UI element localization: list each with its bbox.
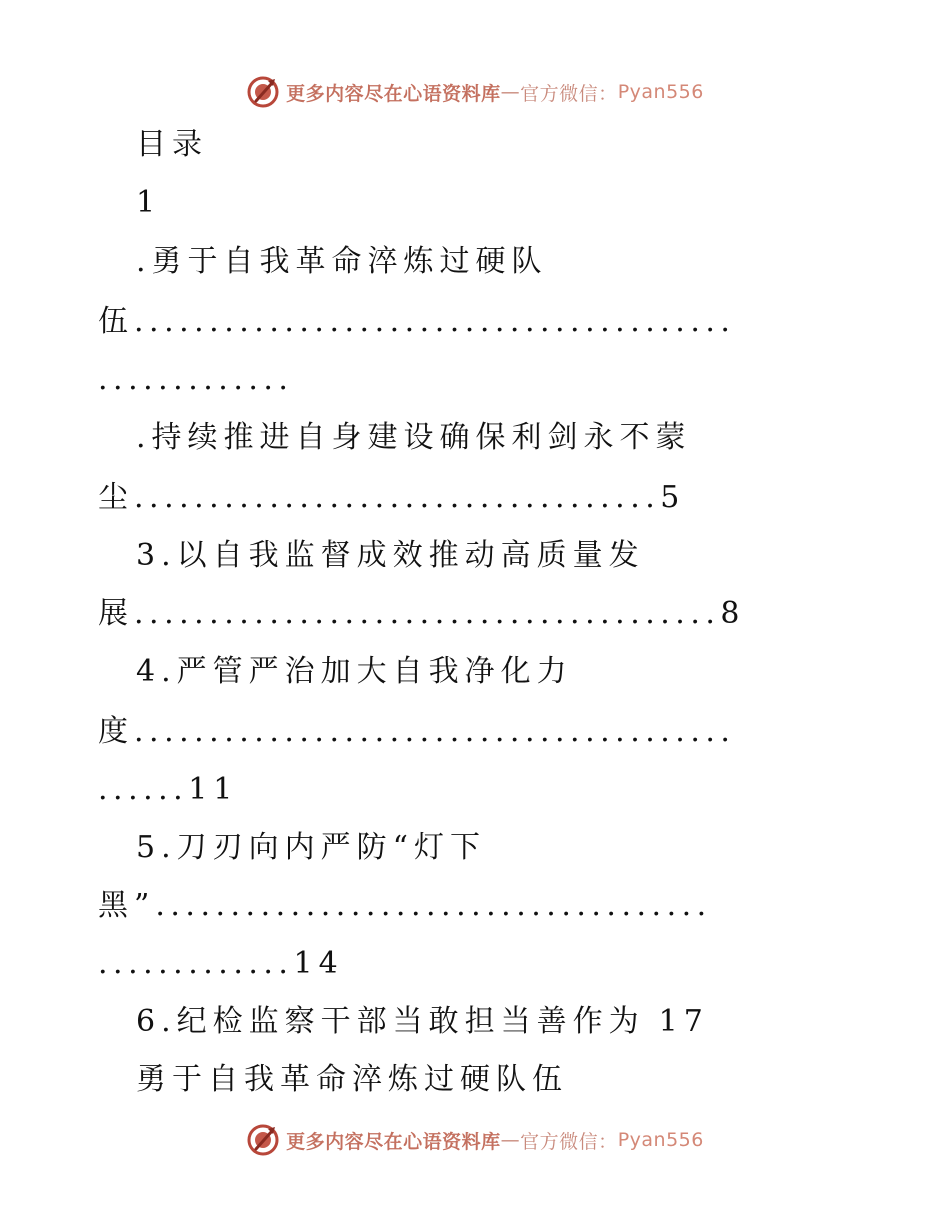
toc-entry-title: 严管严治加大自我净化力 [176, 654, 573, 689]
toc-entry-2-title [136, 418, 692, 458]
toc-page-number: 17 [658, 1004, 709, 1039]
toc-entry-5-leader [98, 886, 712, 926]
banner-wechat-label: 官方微信： [520, 1130, 618, 1153]
banner-separator: — [500, 1129, 521, 1151]
banner-wechat-account: Pyan556 [617, 1129, 704, 1151]
toc-entry-prefix: . [136, 244, 152, 279]
toc-first-number: 1 [136, 185, 162, 220]
banner-separator: — [500, 81, 521, 103]
toc-entry-title: 持续推进自身建设确保利剑永不蒙 [151, 420, 692, 455]
toc-entry-title-tail: 伍 [98, 304, 134, 339]
toc-entry-4-title [136, 652, 573, 692]
toc-leader-dots: ................................... [134, 480, 661, 515]
toc-entry-title-tail: 黑” [98, 888, 156, 923]
toc-entry-5-leader-cont [98, 944, 344, 984]
toc-entry-prefix: . [136, 420, 152, 455]
header-watermark-banner [0, 72, 950, 112]
banner-wechat-account: Pyan556 [617, 81, 704, 103]
toc-entry-prefix: 4. [136, 654, 177, 689]
banner-wechat-label: 官方微信： [520, 82, 618, 105]
toc-leader-dots: ............. [98, 946, 294, 981]
toc-entry-title: 勇于自我革命淬炼过硬队 [151, 244, 548, 279]
toc-entry-prefix: 5. [136, 830, 177, 865]
toc-title: 目录 [136, 127, 208, 162]
toc-leader-dots: ....................................... [134, 596, 721, 631]
toc-entry-title-tail: 度 [98, 714, 134, 749]
toc-leader-dots: ........................................ [134, 304, 736, 339]
toc-page-number: 11 [188, 772, 239, 807]
toc-entry-4-leader-cont [98, 770, 238, 810]
seal-logo-icon [246, 75, 280, 109]
banner-lead-text: 更多内容尽在心语资料库 [286, 1130, 501, 1153]
toc-entry-title: 纪检监察干部当敢担当善作为 [176, 1004, 645, 1039]
toc-entry-5-title [136, 828, 486, 868]
toc-entry-6-title [136, 1002, 709, 1042]
toc-entry-1-leader-cont [98, 360, 293, 400]
seal-logo-icon [246, 1123, 280, 1157]
toc-entry-title: 以自我监督成效推动高质量发 [176, 538, 645, 573]
toc-entry-2-leader [98, 478, 685, 518]
toc-entry-3-title [136, 536, 645, 576]
section-heading: 勇于自我革命淬炼过硬队伍 [136, 1062, 568, 1097]
toc-entry-1-leader [98, 302, 735, 342]
toc-leader-dots: ............. [98, 362, 294, 397]
toc-entry-4-leader [98, 712, 735, 752]
toc-entry-3-leader [98, 594, 746, 634]
toc-page-number: 8 [720, 596, 746, 631]
toc-entry-prefix: 3. [136, 538, 177, 573]
toc-leader-dots: ...... [98, 772, 189, 807]
toc-entry-title-tail: 展 [98, 596, 134, 631]
banner-lead-text: 更多内容尽在心语资料库 [286, 82, 501, 105]
footer-watermark-banner [0, 1120, 950, 1160]
toc-page-number: 5 [660, 480, 686, 515]
toc-leader-dots: ........................................ [134, 714, 736, 749]
toc-entry-1-title [136, 242, 548, 282]
toc-entry-prefix: 6. [136, 1004, 177, 1039]
toc-leader-dots: ..................................... [155, 888, 712, 923]
toc-entry-title-tail: 尘 [98, 480, 134, 515]
toc-page-number: 14 [293, 946, 344, 981]
toc-entry-title: 刀刃向内严防“灯下 [176, 830, 486, 865]
